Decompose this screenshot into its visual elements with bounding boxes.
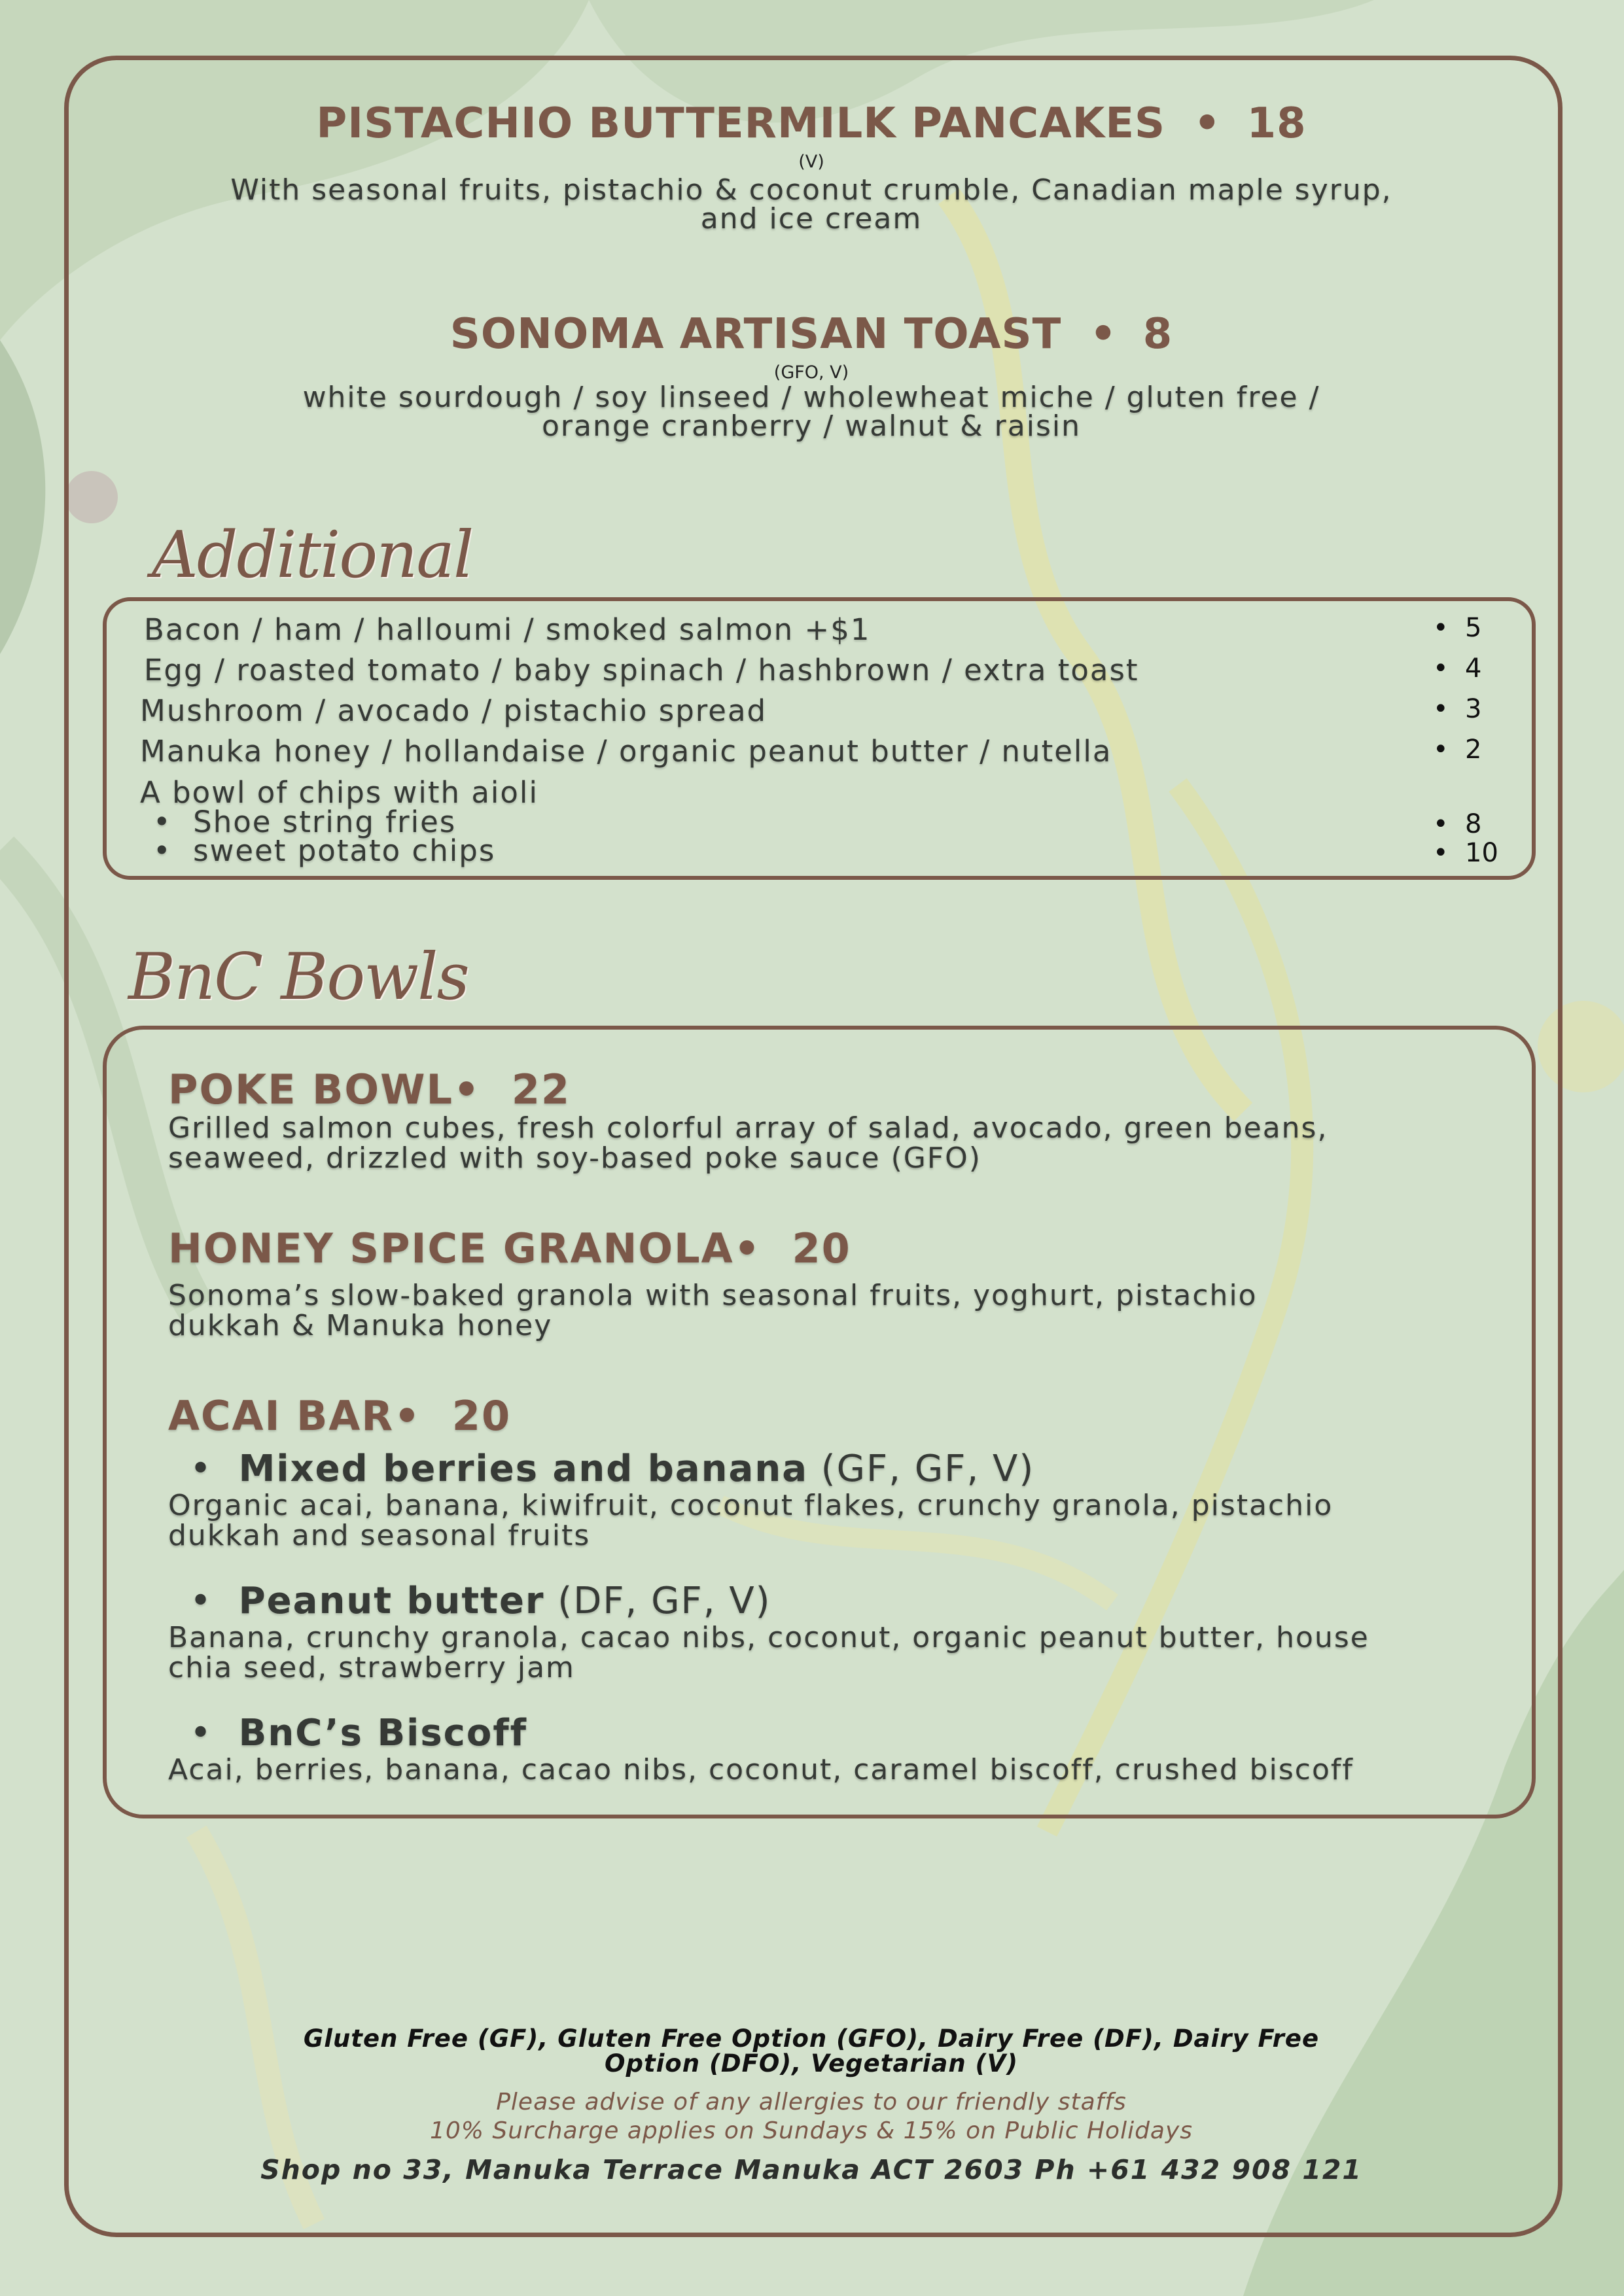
additional-price: • 3 xyxy=(1433,694,1482,724)
item-description: With seasonal fruits, pistachio & coconut crumble, Canadian maple syrup, and ice cream xyxy=(230,173,1392,235)
additional-row: Bacon / ham / halloumi / smoked salmon +$1 xyxy=(144,612,871,647)
acai-option-description: Banana, crunchy granola, cacao nibs, coconut, organic peanut butter, house chia seed, strawberry jam xyxy=(168,1621,1369,1684)
price-separator: • xyxy=(1193,99,1222,148)
chips-option-price: • 10 xyxy=(1433,838,1498,868)
chips-heading: A bowl of chips with aioli xyxy=(140,775,538,810)
chips-option: • sweet potato chips xyxy=(153,833,496,868)
bowl-granola: HONEY SPICE GRANOLA• 20 xyxy=(168,1225,851,1272)
menu-item-pancakes xyxy=(157,99,1466,148)
bowl-poke: POKE BOWL• 22 xyxy=(168,1066,571,1113)
additional-row: Mushroom / avocado / pistachio spread xyxy=(140,693,768,728)
item-name: SONOMA ARTISAN TOAST xyxy=(450,310,1062,358)
item-price: 8 xyxy=(1142,310,1173,358)
additional-price: • 5 xyxy=(1433,613,1482,643)
additional-row: Manuka honey / hollandaise / organic peanut butter / nutella xyxy=(140,734,1112,769)
acai-option-description: Acai, berries, banana, cacao nibs, coconut, caramel biscoff, crushed biscoff xyxy=(168,1753,1354,1786)
acai-option: • Mixed berries and banana (GF, GF, V) xyxy=(190,1448,1035,1490)
item-price: 18 xyxy=(1246,99,1307,148)
additional-price: • 4 xyxy=(1433,653,1482,684)
bowl-description: Sonoma’s slow-baked granola with seasonal fruits, yoghurt, pistachio dukkah & Manuka honey xyxy=(168,1279,1258,1342)
acai-option-description: Organic acai, banana, kiwifruit, coconut flakes, crunchy granola, pistachio dukkah and seasonal fruits xyxy=(168,1489,1333,1552)
surcharge-note: 10% Surcharge applies on Sundays & 15% on Public Holidays xyxy=(429,2117,1193,2144)
chips-option-price: • 8 xyxy=(1433,809,1482,839)
item-name: PISTACHIO BUTTERMILK PANCAKES xyxy=(316,99,1166,148)
additional-price: • 2 xyxy=(1433,735,1482,765)
dietary-legend: Gluten Free (GF), Gluten Free Option (GFO), Dairy Free (DF), Dairy Free Option (DFO), Vegetarian (V) xyxy=(303,2025,1320,2078)
section-heading-bnc-bowls: BnC Bowls xyxy=(128,940,468,1015)
dietary-tags: (V) xyxy=(798,152,824,172)
shop-address: Shop no 33, Manuka Terrace Manuka ACT 2603 Ph +61 432 908 121 xyxy=(260,2154,1362,2185)
additional-row: Egg / roasted tomato / baby spinach / hashbrown / extra toast xyxy=(144,653,1139,687)
section-heading-additional: Additional xyxy=(152,518,473,593)
dietary-tags: (GFO, V) xyxy=(773,362,849,383)
price-separator: • xyxy=(1089,310,1118,358)
bowl-acai: ACAI BAR• 20 xyxy=(168,1392,512,1440)
item-description: white sourdough / soy linseed / wholewheat miche / gluten free / orange cranberry / walnut & raisin xyxy=(302,381,1320,443)
bowl-description: Grilled salmon cubes, fresh colorful array of salad, avocado, green beans, seaweed, drizzled with soy-based poke sauce (GFO) xyxy=(168,1111,1328,1175)
acai-option: • Peanut butter (DF, GF, V) xyxy=(190,1580,771,1622)
acai-option: • BnC’s Biscoff xyxy=(190,1712,528,1754)
chips-option: • Shoe string fries xyxy=(153,805,457,839)
allergy-note: Please advise of any allergies to our friendly staffs xyxy=(496,2089,1127,2115)
menu-item-artisan-toast xyxy=(157,310,1466,358)
